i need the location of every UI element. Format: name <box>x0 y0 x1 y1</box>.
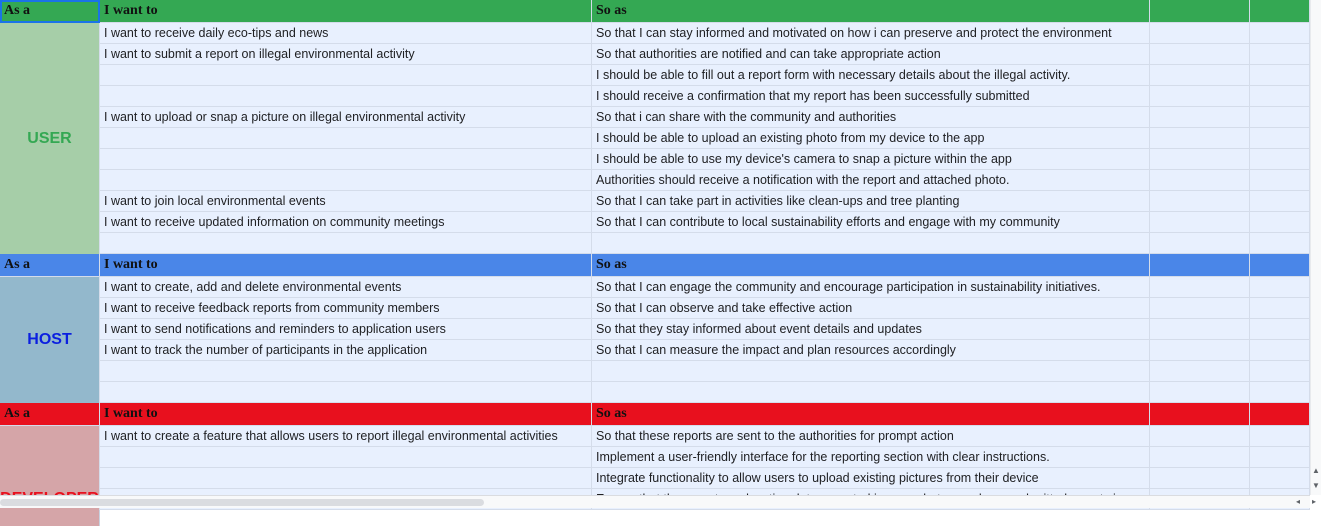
empty-cell[interactable] <box>1150 382 1250 403</box>
user-role-label: USER <box>27 129 72 147</box>
empty-cell[interactable] <box>1250 361 1310 382</box>
want-cell[interactable]: I want to join local environmental events <box>100 191 592 212</box>
so-cell[interactable]: So that they stay informed about event details and updates <box>592 319 1150 340</box>
table-row <box>0 170 1310 191</box>
empty-cell[interactable] <box>1250 468 1310 489</box>
role-column-cell[interactable] <box>0 319 100 340</box>
table-row <box>0 44 1310 65</box>
so-cell[interactable] <box>592 233 1150 254</box>
want-cell[interactable] <box>100 382 592 403</box>
empty-cell[interactable] <box>1150 128 1250 149</box>
header-cell-empty[interactable] <box>1150 403 1250 426</box>
empty-cell[interactable] <box>1250 86 1310 107</box>
empty-cell[interactable] <box>1250 128 1310 149</box>
want-cell[interactable]: I want to upload or snap a picture on illegal environmental activity <box>100 107 592 128</box>
want-cell[interactable] <box>100 86 592 107</box>
role-column-cell[interactable] <box>0 233 100 254</box>
empty-cell[interactable] <box>1250 426 1310 447</box>
want-cell[interactable] <box>100 361 592 382</box>
role-column-cell[interactable] <box>0 298 100 319</box>
want-cell[interactable]: I want to send notifications and reminders to application users <box>100 319 592 340</box>
header-cell-i-want-to[interactable]: I want to <box>100 403 592 426</box>
role-column-cell[interactable] <box>0 23 100 44</box>
header-cell-as-a[interactable]: As a <box>0 403 100 426</box>
want-cell[interactable]: I want to receive updated information on community meetings <box>100 212 592 233</box>
table-row <box>0 86 1310 107</box>
empty-cell[interactable] <box>1150 361 1250 382</box>
want-cell[interactable] <box>100 468 592 489</box>
role-column-cell[interactable] <box>0 277 100 298</box>
empty-cell[interactable] <box>1150 107 1250 128</box>
role-column-cell[interactable] <box>0 212 100 233</box>
so-cell[interactable]: So that authorities are notified and can take appropriate action <box>592 44 1150 65</box>
empty-cell[interactable] <box>1150 170 1250 191</box>
empty-cell[interactable] <box>1150 149 1250 170</box>
developer-header-row <box>0 403 1310 426</box>
table-row <box>0 382 1310 403</box>
table-row <box>0 65 1310 86</box>
scroll-left-icon[interactable]: ◂ <box>1295 497 1300 506</box>
so-cell[interactable]: So that i can share with the community and authorities <box>592 107 1150 128</box>
so-cell[interactable]: I should be able to upload an existing photo from my device to the app <box>592 128 1150 149</box>
horizontal-scroll-thumb[interactable] <box>0 499 484 506</box>
role-column-cell[interactable] <box>0 44 100 65</box>
empty-cell[interactable] <box>1150 447 1250 468</box>
so-cell[interactable] <box>592 382 1150 403</box>
empty-cell[interactable] <box>1250 23 1310 44</box>
table-row <box>0 447 1310 468</box>
header-cell-so-as[interactable]: So as <box>592 0 1150 23</box>
scroll-up-icon[interactable]: ▲ <box>1312 466 1320 475</box>
horizontal-scrollbar[interactable] <box>0 495 1310 508</box>
host-role-label: HOST <box>27 331 72 348</box>
table-row <box>0 277 1310 298</box>
want-cell[interactable] <box>100 128 592 149</box>
so-cell[interactable] <box>592 361 1150 382</box>
want-cell[interactable] <box>100 65 592 86</box>
so-cell[interactable]: So that I can observe and take effective action <box>592 298 1150 319</box>
header-cell-as-a[interactable]: As a <box>0 0 100 23</box>
table-row <box>0 468 1310 489</box>
empty-cell[interactable] <box>1250 233 1310 254</box>
empty-cell[interactable] <box>1250 44 1310 65</box>
want-cell[interactable]: I want to submit a report on illegal environmental activity <box>100 44 592 65</box>
table-row <box>0 107 1310 128</box>
table-row <box>0 361 1310 382</box>
header-cell-as-a[interactable]: As a <box>0 254 100 277</box>
want-cell[interactable]: I want to track the number of participants in the application <box>100 340 592 361</box>
want-cell[interactable] <box>100 170 592 191</box>
header-cell-empty[interactable] <box>1250 403 1310 426</box>
role-column-cell[interactable] <box>0 107 100 128</box>
so-cell[interactable]: So that I can take part in activities like clean-ups and tree planting <box>592 191 1150 212</box>
empty-cell[interactable] <box>1150 340 1250 361</box>
table-row <box>0 23 1310 44</box>
empty-cell[interactable] <box>1250 212 1310 233</box>
empty-cell[interactable] <box>1150 44 1250 65</box>
empty-cell[interactable] <box>1150 65 1250 86</box>
so-cell[interactable]: Implement a user-friendly interface for the reporting section with clear instructions. <box>592 447 1150 468</box>
so-cell[interactable]: Integrate functionality to allow users to upload existing pictures from their device <box>592 468 1150 489</box>
role-column-cell[interactable] <box>0 468 100 489</box>
header-cell-empty[interactable] <box>1150 254 1250 277</box>
header-cell-so-as[interactable]: So as <box>592 403 1150 426</box>
role-column-cell[interactable] <box>0 170 100 191</box>
want-cell[interactable] <box>100 149 592 170</box>
want-cell[interactable]: I want to receive feedback reports from community members <box>100 298 592 319</box>
role-column-cell[interactable] <box>0 340 100 361</box>
scroll-down-icon[interactable]: ▼ <box>1312 481 1320 490</box>
scroll-right-icon[interactable]: ▸ <box>1311 497 1316 506</box>
empty-cell[interactable] <box>1150 298 1250 319</box>
want-cell[interactable]: I want to receive daily eco-tips and news <box>100 23 592 44</box>
role-column-cell[interactable] <box>0 361 100 382</box>
role-column-cell[interactable] <box>0 191 100 212</box>
empty-cell[interactable] <box>1250 340 1310 361</box>
empty-cell[interactable] <box>1150 468 1250 489</box>
role-column-cell[interactable] <box>0 128 100 149</box>
table-row <box>0 298 1310 319</box>
table-row <box>0 340 1310 361</box>
empty-cell[interactable] <box>1150 277 1250 298</box>
empty-cell[interactable] <box>1250 277 1310 298</box>
want-cell[interactable]: I want to create a feature that allows users to report illegal environmental activities <box>100 426 592 447</box>
vertical-scrollbar[interactable] <box>1310 0 1321 495</box>
want-cell[interactable] <box>100 233 592 254</box>
so-cell[interactable]: I should receive a confirmation that my report has been successfully submitted <box>592 86 1150 107</box>
so-cell[interactable]: Authorities should receive a notification with the report and attached photo. <box>592 170 1150 191</box>
so-cell[interactable]: So that I can stay informed and motivated on how i can preserve and protect the environment <box>592 23 1150 44</box>
header-cell-empty[interactable] <box>1250 0 1310 23</box>
role-column-cell[interactable] <box>0 65 100 86</box>
table-row <box>0 426 1310 447</box>
empty-cell[interactable] <box>1250 107 1310 128</box>
empty-cell[interactable] <box>1150 212 1250 233</box>
header-cell-i-want-to[interactable]: I want to <box>100 254 592 277</box>
header-cell-i-want-to[interactable]: I want to <box>100 0 592 23</box>
so-cell[interactable]: I should be able to fill out a report form with necessary details about the illegal activity. <box>592 65 1150 86</box>
empty-cell[interactable] <box>1150 233 1250 254</box>
empty-cell[interactable] <box>1250 191 1310 212</box>
role-column-cell[interactable] <box>0 86 100 107</box>
so-cell[interactable]: I should be able to use my device's camera to snap a picture within the app <box>592 149 1150 170</box>
role-column-cell[interactable] <box>0 149 100 170</box>
table-row <box>0 128 1310 149</box>
role-column-cell[interactable] <box>0 426 100 447</box>
empty-cell[interactable] <box>1250 298 1310 319</box>
empty-cell[interactable] <box>1250 319 1310 340</box>
header-cell-empty[interactable] <box>1150 0 1250 23</box>
so-cell[interactable]: So that I can contribute to local sustainability efforts and engage with my community <box>592 212 1150 233</box>
role-column-cell[interactable] <box>0 447 100 468</box>
so-cell[interactable]: So that I can engage the community and encourage participation in sustainability initiatives. <box>592 277 1150 298</box>
user-header-row <box>0 0 1310 23</box>
empty-cell[interactable] <box>1150 23 1250 44</box>
empty-cell[interactable] <box>1150 426 1250 447</box>
header-cell-empty[interactable] <box>1250 254 1310 277</box>
table-row <box>0 233 1310 254</box>
scroll-arrows <box>1270 497 1320 507</box>
want-cell[interactable]: I want to create, add and delete environmental events <box>100 277 592 298</box>
empty-cell[interactable] <box>1150 86 1250 107</box>
empty-cell[interactable] <box>1250 382 1310 403</box>
so-cell[interactable]: So that I can measure the impact and plan resources accordingly <box>592 340 1150 361</box>
so-cell[interactable]: So that these reports are sent to the authorities for prompt action <box>592 426 1150 447</box>
table-row <box>0 149 1310 170</box>
role-column-cell[interactable] <box>0 382 100 403</box>
empty-cell[interactable] <box>1150 319 1250 340</box>
empty-cell[interactable] <box>1250 447 1310 468</box>
host-header-row <box>0 254 1310 277</box>
empty-cell[interactable] <box>1250 170 1310 191</box>
empty-cell[interactable] <box>1250 149 1310 170</box>
empty-cell[interactable] <box>1250 65 1310 86</box>
table-row <box>0 319 1310 340</box>
table-row <box>0 191 1310 212</box>
table-row <box>0 212 1310 233</box>
empty-cell[interactable] <box>1150 191 1250 212</box>
header-cell-so-as[interactable]: So as <box>592 254 1150 277</box>
want-cell[interactable] <box>100 447 592 468</box>
